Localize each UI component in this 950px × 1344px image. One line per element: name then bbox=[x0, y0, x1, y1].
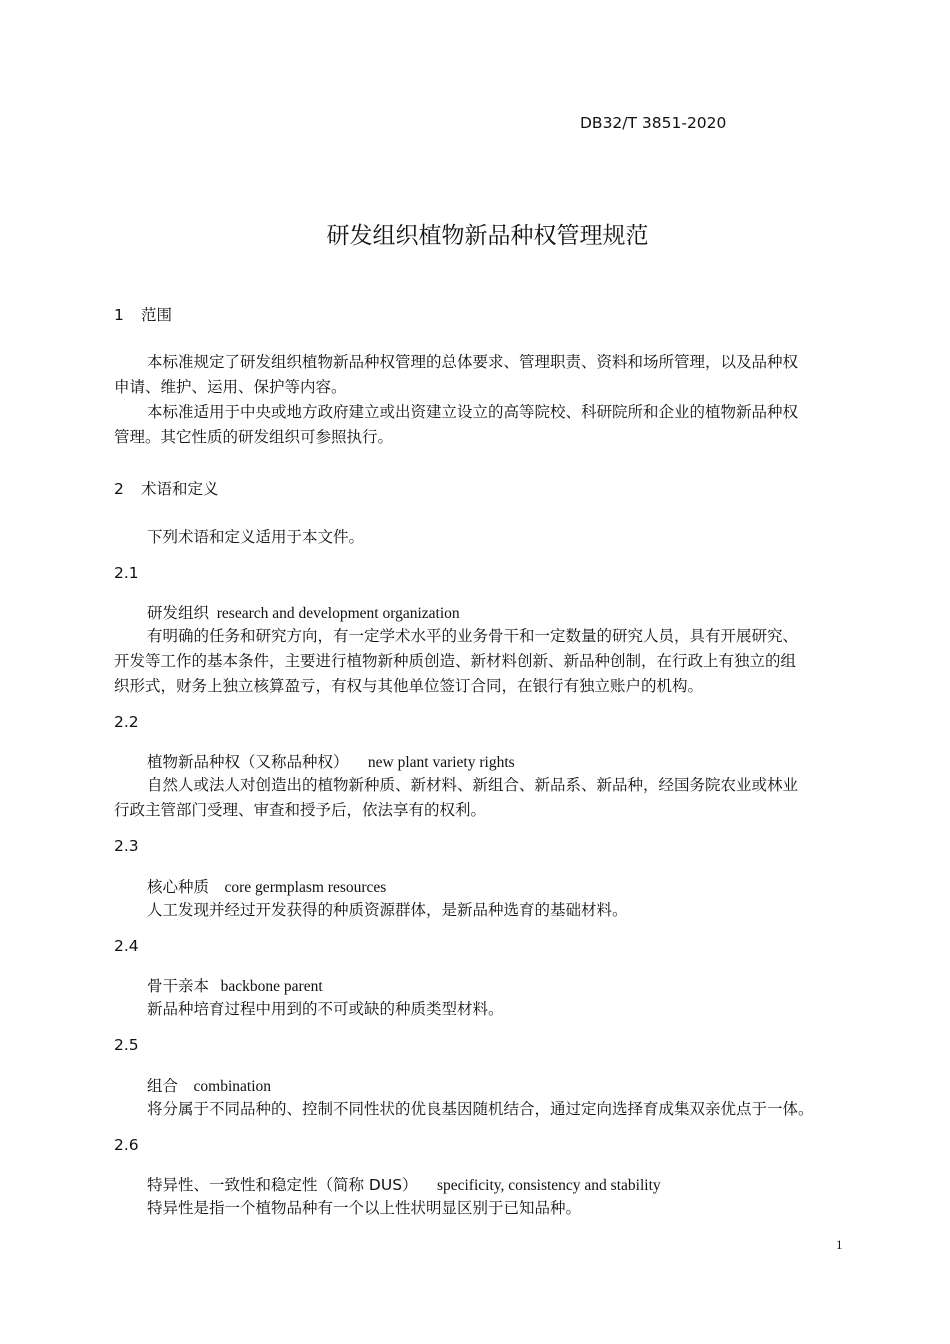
term-english: specificity, consistency and stability bbox=[436, 1177, 661, 1194]
section-heading-terms bbox=[114, 477, 219, 499]
term-number: 2.6 bbox=[114, 1136, 139, 1154]
paragraph-line: 新品种培育过程中用到的不可或缺的种质类型材料。 bbox=[147, 1000, 504, 1018]
terms-intro bbox=[114, 525, 859, 550]
term-heading bbox=[147, 974, 323, 996]
term-english: core germplasm resources bbox=[224, 879, 387, 896]
term-english: new plant variety rights bbox=[367, 754, 515, 771]
section-heading-scope bbox=[114, 303, 172, 325]
paragraph-line: 申请、维护、运用、保护等内容。 bbox=[114, 378, 347, 396]
paragraph-line: 下列术语和定义适用于本文件。 bbox=[147, 528, 365, 546]
paragraph-line: 人工发现并经过开发获得的种质资源群体，是新品种选育的基础材料。 bbox=[147, 901, 628, 919]
section-title: 术语和定义 bbox=[141, 480, 219, 498]
paragraph-line: 本标准规定了研发组织植物新品种权管理的总体要求、管理职责、资料和场所管理，以及品种权 bbox=[147, 353, 799, 371]
term-english: combination bbox=[193, 1078, 272, 1095]
term-definition bbox=[114, 997, 859, 1022]
term-definition bbox=[114, 1196, 859, 1221]
scope-paragraph-1 bbox=[114, 350, 859, 400]
paragraph-line: 行政主管部门受理、审查和授予后，依法享有的权利。 bbox=[114, 801, 487, 819]
term-heading bbox=[147, 875, 386, 897]
paragraph-line: 将分属于不同品种的、控制不同性状的优良基因随机结合，通过定向选择育成集双亲优点于一体。 bbox=[147, 1100, 814, 1118]
term-heading bbox=[147, 1074, 271, 1096]
scope-paragraph-2 bbox=[114, 400, 859, 450]
document-code: DB32/T 3851-2020 bbox=[580, 114, 727, 132]
page-number: 1 bbox=[836, 1237, 843, 1252]
term-chinese: 研发组织 bbox=[147, 604, 210, 622]
term-english: backbone parent bbox=[220, 978, 323, 995]
paragraph-line: 开发等工作的基本条件，主要进行植物新种质创造、新材料创新、新品种创制，在行政上有独立的组 bbox=[114, 652, 797, 670]
term-chinese: 核心种质 bbox=[147, 878, 210, 896]
term-number: 2.1 bbox=[114, 564, 139, 582]
paragraph-line: 织形式，财务上独立核算盈亏，有权与其他单位签订合同，在银行有独立账户的机构。 bbox=[114, 677, 704, 695]
term-chinese: 特异性、一致性和稳定性（简称 DUS） bbox=[147, 1176, 418, 1194]
term-heading bbox=[147, 601, 460, 623]
term-definition bbox=[114, 1097, 859, 1122]
term-number: 2.2 bbox=[114, 713, 139, 731]
paragraph-line: 有明确的任务和研究方向，有一定学术水平的业务骨干和一定数量的研究人员，具有开展研究、 bbox=[147, 627, 799, 645]
term-chinese: 组合 bbox=[147, 1077, 179, 1095]
term-definition bbox=[114, 624, 859, 699]
term-definition bbox=[114, 773, 859, 823]
term-heading bbox=[147, 750, 515, 772]
section-title: 范围 bbox=[141, 306, 173, 324]
term-number: 2.5 bbox=[114, 1036, 139, 1054]
term-chinese: 植物新品种权（又称品种权） bbox=[147, 753, 349, 771]
paragraph-line: 特异性是指一个植物品种有一个以上性状明显区别于已知品种。 bbox=[147, 1199, 582, 1217]
section-number: 2 bbox=[114, 480, 124, 498]
term-definition bbox=[114, 898, 859, 923]
document-title: 研发组织植物新品种权管理规范 bbox=[326, 223, 649, 249]
paragraph-line: 自然人或法人对创造出的植物新种质、新材料、新组合、新品系、新品种，经国务院农业或林业 bbox=[147, 776, 799, 794]
term-english: research and development organization bbox=[216, 605, 460, 622]
term-chinese: 骨干亲本 bbox=[147, 977, 210, 995]
term-number: 2.3 bbox=[114, 837, 139, 855]
paragraph-line: 本标准适用于中央或地方政府建立或出资建立设立的高等院校、科研院所和企业的植物新品种权 bbox=[147, 403, 799, 421]
paragraph-line: 管理。其它性质的研发组织可参照执行。 bbox=[114, 428, 394, 446]
term-heading bbox=[147, 1173, 661, 1195]
section-number: 1 bbox=[114, 306, 124, 324]
term-number: 2.4 bbox=[114, 937, 139, 955]
